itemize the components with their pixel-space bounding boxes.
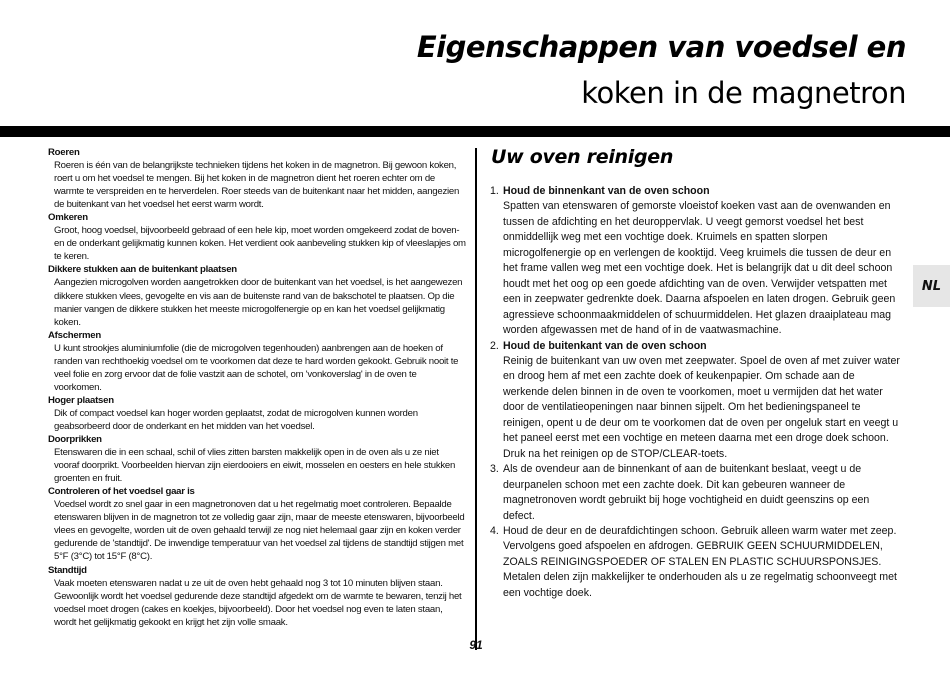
- section-title: Omkeren: [48, 212, 88, 224]
- column-divider: [475, 148, 477, 650]
- section-thick-pieces: [48, 263, 466, 328]
- page-number: 91: [469, 638, 483, 652]
- section-body: Aangezien microgolven worden aangetrokken door de buitenkant van het voedsel, is het aangewezen dikkere stukken vlees, gevogelte en vis aan de buitenste rand van de bakschotel te plaatsen. Op die manier vangen de dikkere stukken het meeste microgolfenergie op en kan het voedsel gelijkmatig koken.: [54, 277, 463, 328]
- right-column: [490, 184, 902, 601]
- step-number: 3.: [490, 463, 499, 476]
- section-standing-time: [48, 564, 466, 629]
- step-title: Houd de binnenkant van de oven schoon: [503, 185, 710, 197]
- section-body: U kunt strookjes aluminiumfolie (die de microgolven tegenhouden) aanbrengen aan de hoeken of randen van rechthoekig voedsel om te voorkomen dat deze te hard worden gekookt. Gebruik nooit te veel folie en zorg ervoor dat de folie vastzit aan de schotel, om 'vonkoverslag' in de oven te voorkomen.: [54, 342, 459, 393]
- step-text: Houd de deur en de deurafdichtingen schoon. Gebruik alleen warm water met zeep. Vervolgens goed afspoelen en afdrogen. GEBRUIK GEEN SCHUURMIDDELEN, ZOALS REINIGINGSPOEDER OF STALEN EN PLASTIC SCHUURSPONSJES. Metalen delen zijn makkelijker te onderhouden als u ze regelmatig schoonveegt met een vochtige doek.: [503, 524, 897, 599]
- step-content: [503, 184, 902, 339]
- section-body: Groot, hoog voedsel, bijvoorbeeld gebraad of een hele kip, moet worden omgekeerd zodat de boven- en de onderkant gelijkmatig kunnen koken. Het verdient ook aanbeveling stukken kip of vleeslapjes om te keren.: [54, 225, 466, 263]
- step-title: Houd de buitenkant van de oven schoon: [503, 339, 707, 352]
- section-title: Roeren: [48, 147, 80, 158]
- page-title: Eigenschappen van voedsel en: [416, 30, 906, 64]
- step-content: [503, 462, 902, 524]
- left-column: [48, 146, 466, 629]
- step-number: 2.: [490, 339, 499, 352]
- step-text: Spatten van etenswaren of gemorste vloeistof koeken vast aan de ovenwanden en tussen de afdichting en het deuroppervlak. U veegt gemorst voedsel het best onmiddellijk weg met een vochtige doek. Kruimels en spatten slorpen microgolfenergie op en verlengen de kooktijd. Veeg kruimels die tussen de deur en het frame vallen weg met een vochtige doek. Het is belangrijk dat u dit deel schoon houdt met het oog op een goede afdichting van de oven. Verwijder vetspatten met een in zeepwater gedrenkte doek. Daarna afspoelen en laten drogen. Gebruik geen agressieve schoonmaakmiddelen of schuurmiddelen. Het glazen draaiplateau mag worden afgewassen met de hand of in de vaatwasmachine.: [503, 200, 896, 337]
- cleaning-step: [490, 462, 902, 524]
- section-title: Controleren of het voedsel gaar is: [48, 486, 195, 498]
- cleaning-step: [490, 184, 902, 339]
- section-title: Afschermen: [48, 329, 101, 341]
- section-body: Vaak moeten etenswaren nadat u ze uit de oven hebt gehaald nog 3 tot 10 minuten blijven staan. Gewoonlijk wordt het voedsel gedurende deze standtijd afgedekt om de warmte te bewaren, tenzij het voedsel moet drogen (cakes en koekjes, bijvoorbeeld). Door het voedsel nog even te laten staan, wordt het gelijkmatig gekookt en krijgt het zijn volle smaak.: [54, 577, 462, 628]
- step-text: Als de ovendeur aan de binnenkant of aan de buitenkant beslaat, veegt u de deurpanelen schoon met een zachte doek. Dit kan gebeuren wanneer de magnetronoven wordt gebruikt bij hoge vochtigheid en duidt geenszins op een defect.: [503, 463, 870, 522]
- section-body: Etenswaren die in een schaal, schil of vlies zitten barsten makkelijk open in de oven als u ze niet vooraf doorprikt. Voorbeelden hiervan zijn eierdooiers en eiwit, mosselen en oesters en hele stukken groenten en fruit.: [54, 447, 456, 485]
- section-stirring: [48, 146, 466, 211]
- section-shielding: [48, 329, 466, 394]
- section-turning: [48, 211, 466, 263]
- cleaning-step: [490, 339, 902, 463]
- section-title: Standtijd: [48, 564, 87, 576]
- section-title: Hoger plaatsen: [48, 394, 114, 406]
- step-text: Reinig de buitenkant van uw oven met zeepwater. Spoel de oven af met zuiver water en droog hem af met een zachte doek of keukenpapier. Om schade aan de werkende delen binnen in de oven te voorkomen, moet u vermijden dat het water door de ventilatieopeningen naar binnen sijpelt. Om het bedieningspaneel te reinigen, opent u de deur om te voorkomen dat de oven per ongeluk start en veegt u het paneel eerst met een vochtige en meteen daarna met een droge doek schoon. Druk na het reinigen op de STOP/CLEAR-toets.: [503, 354, 900, 460]
- section-piercing: [48, 433, 466, 485]
- section-elevating: [48, 394, 466, 433]
- page-subtitle: koken in de magnetron: [581, 76, 906, 110]
- step-number: 1.: [490, 185, 499, 197]
- step-content: [503, 524, 902, 601]
- step-number: 4.: [490, 524, 499, 537]
- section-doneness: [48, 485, 466, 563]
- language-tab: NL: [913, 265, 950, 307]
- header-rule: [0, 126, 950, 137]
- section-title: Dikkere stukken aan de buitenkant plaatsen: [48, 264, 237, 276]
- section-body: Roeren is één van de belangrijkste technieken tijdens het koken in de magnetron. Bij gewoon koken, roert u om het voedsel te mengen. Bij het koken in de magnetron dient het roeren echter om de warmte te verspreiden en te herverdelen. Roer steeds van de buitenkant naar het midden, aangezien de buitenkant van het voedsel het eerst warm wordt.: [54, 160, 460, 211]
- cleaning-step: [490, 524, 902, 601]
- section-heading: Uw oven reinigen: [491, 146, 674, 168]
- section-body: Voedsel wordt zo snel gaar in een magnetronoven dat u het regelmatig moet controleren. Bepaalde etenswaren blijven in de magnetron tot ze volledig gaar zijn, maar de meeste etenswaren, bijvoorbeeld vlees en gevogelte, worden uit de oven gehaald terwijl ze nog niet helemaal gaar zijn en koken verder gedurende de 'standtijd'. De inwendige temperatuur van het voedsel zal tijdens de standtijd stijgen met 5°F (3°C) tot 15°F (8°C).: [54, 499, 465, 563]
- section-title: Doorprikken: [48, 434, 102, 446]
- section-body: Dik of compact voedsel kan hoger worden geplaatst, zodat de microgolven kunnen worden geabsorbeerd door de onderkant en het midden van het voedsel.: [54, 407, 418, 432]
- step-content: [503, 339, 902, 463]
